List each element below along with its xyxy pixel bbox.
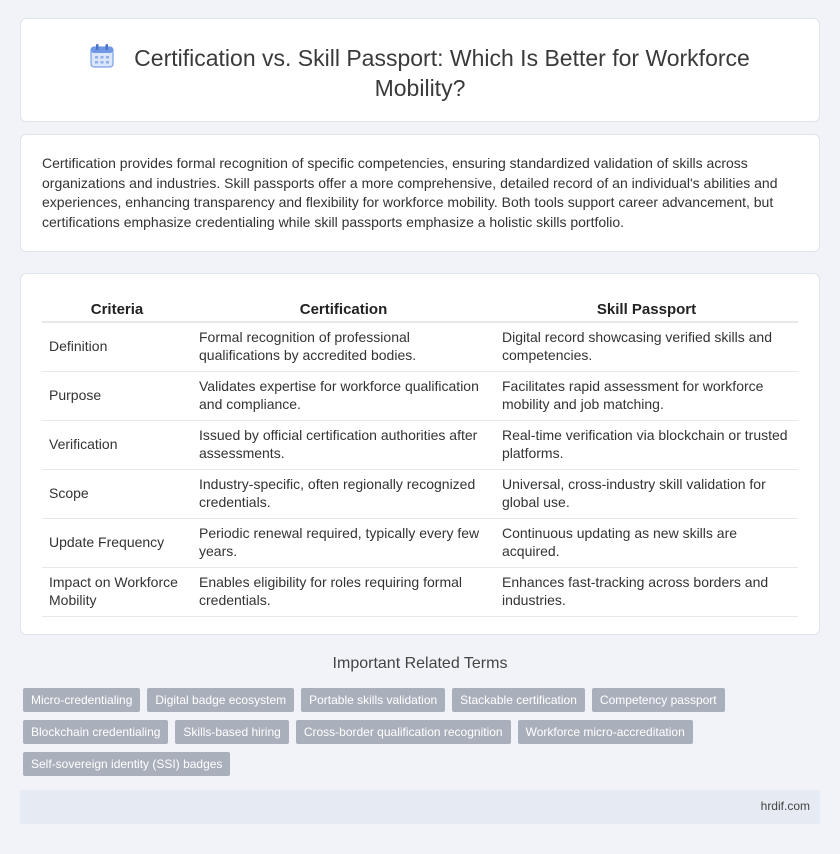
page-title-wrap xyxy=(61,43,779,103)
footer-site[interactable]: hrdif.com xyxy=(760,799,810,813)
table-row xyxy=(42,469,798,518)
related-term-tag[interactable]: Digital badge ecosystem xyxy=(147,688,294,712)
row-certification: Industry-specific, often regionally recognized credentials. xyxy=(192,469,495,518)
related-term-tag[interactable]: Self-sovereign identity (SSI) badges xyxy=(23,752,230,776)
related-term-tag[interactable]: Skills-based hiring xyxy=(175,720,288,744)
related-term-tag[interactable]: Blockchain credentialing xyxy=(23,720,168,744)
table-row xyxy=(42,371,798,420)
footer-bar xyxy=(20,790,820,824)
header-skill-passport: Skill Passport xyxy=(495,294,798,322)
row-skill-passport: Continuous updating as new skills are acquired. xyxy=(495,518,798,567)
table-row xyxy=(42,322,798,371)
row-criteria: Definition xyxy=(42,322,192,371)
row-skill-passport: Facilitates rapid assessment for workforce mobility and job matching. xyxy=(495,371,798,420)
row-certification: Validates expertise for workforce qualification and compliance. xyxy=(192,371,495,420)
related-term-tag[interactable]: Workforce micro-accreditation xyxy=(518,720,693,744)
row-certification: Periodic renewal required, typically every few years. xyxy=(192,518,495,567)
intro-paragraph: Certification provides formal recognition of specific competencies, ensuring standardized validation of skills across organizations and industries. Skill passports offer a more comprehensive, detailed record of an individual's abilities and experiences, enhancing transparency and flexibility for workforce mobility. Both tools support career advancement, but certifications emphasize credentialing while skill passports emphasize a holistic skills portfolio. xyxy=(42,155,778,230)
related-terms-heading: Important Related Terms xyxy=(332,655,508,672)
comparison-table-card xyxy=(20,273,820,635)
row-criteria: Verification xyxy=(42,420,192,469)
row-certification: Enables eligibility for roles requiring formal credentials. xyxy=(192,567,495,616)
row-criteria: Scope xyxy=(42,469,192,518)
table-row xyxy=(42,518,798,567)
calendar-icon xyxy=(90,43,114,69)
row-certification: Issued by official certification authorities after assessments. xyxy=(192,420,495,469)
related-term-tag[interactable]: Competency passport xyxy=(592,688,725,712)
related-term-tag[interactable]: Portable skills validation xyxy=(301,688,445,712)
title-card xyxy=(20,18,820,122)
comparison-table xyxy=(42,294,798,617)
page-title: Certification vs. Skill Passport: Which Is Better for Workforce Mobility? xyxy=(134,45,750,101)
row-criteria: Update Frequency xyxy=(42,518,192,567)
table-header-row xyxy=(42,294,798,322)
header-certification: Certification xyxy=(192,294,495,322)
table-row xyxy=(42,420,798,469)
related-term-tag[interactable]: Stackable certification xyxy=(452,688,585,712)
related-term-tag[interactable]: Micro-credentialing xyxy=(23,688,140,712)
row-certification: Formal recognition of professional qualifications by accredited bodies. xyxy=(192,322,495,371)
header-criteria: Criteria xyxy=(42,294,192,322)
row-skill-passport: Digital record showcasing verified skills and competencies. xyxy=(495,322,798,371)
related-terms-list xyxy=(23,688,743,776)
related-term-tag[interactable]: Cross-border qualification recognition xyxy=(296,720,511,744)
row-skill-passport: Universal, cross-industry skill validation for global use. xyxy=(495,469,798,518)
row-skill-passport: Enhances fast-tracking across borders and industries. xyxy=(495,567,798,616)
intro-card xyxy=(20,134,820,252)
row-criteria: Purpose xyxy=(42,371,192,420)
row-skill-passport: Real-time verification via blockchain or trusted platforms. xyxy=(495,420,798,469)
table-row xyxy=(42,567,798,616)
row-criteria: Impact on Workforce Mobility xyxy=(42,567,192,616)
